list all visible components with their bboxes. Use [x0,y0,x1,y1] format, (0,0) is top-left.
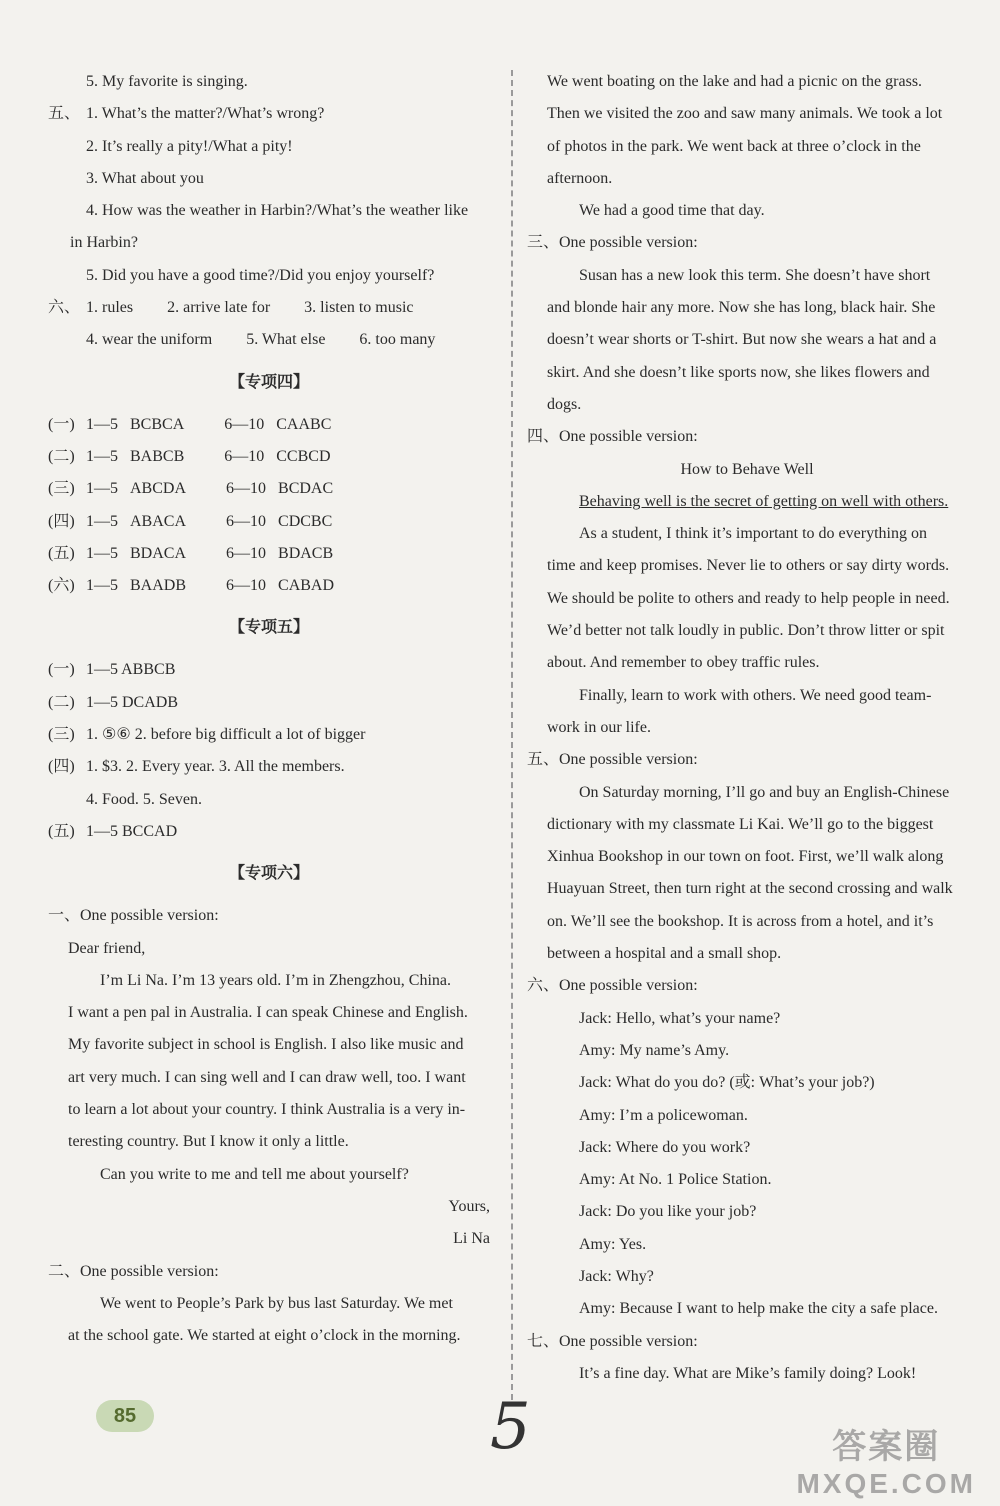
text-line: 4. How was the weather in Harbin?/What’s the weather like [86,202,469,220]
text-line: My favorite subject in school is English. I also like music and [68,1036,464,1054]
text-line: about. And remember to obey traffic rules. [547,654,820,672]
text-line: Can you write to me and tell me about yourself? [100,1165,409,1183]
answer-row: (二) 1—5 BABCB 6—10 CCBCD [48,447,331,465]
answer-row: (五) 1—5 BCCAD [48,822,178,840]
watermark-bottom: MXQE.COM [796,1468,976,1499]
answer-row: (一) 1—5 BCBCA 6—10 CAABC [48,415,332,433]
text-line: Xinhua Bookshop in our town on foot. First, we’ll walk along [547,848,944,866]
text-line: We had a good time that day. [579,202,765,220]
answer-row: (二) 1—5 DCADB [48,693,179,711]
text-line: I’m Li Na. I’m 13 years old. I’m in Zhengzhou, China. [100,971,452,989]
text-line: in Harbin? [70,234,138,252]
text-line: skirt. And she doesn’t like sports now, she likes flowers and [547,363,930,381]
dialogue-line: Amy: My name’s Amy. [579,1041,730,1059]
watermark-top: 答案圈 [832,1428,941,1466]
text-line: Li Na [453,1230,490,1248]
text-line: 六、 1. rules 2. arrive late for 3. listen to music [48,292,490,324]
text-line: art very much. I can sing well and I can draw well, too. I want [68,1068,466,1086]
text-line: 七、One possible version: [527,1332,698,1350]
dialogue-line: Jack: What do you do? (或: What’s your job?) [579,1074,875,1092]
text-line: Behaving well is the secret of getting on well with others. [579,492,949,510]
text-line: Then we visited the zoo and saw many animals. We took a lot [547,105,943,123]
answer-row: (六) 1—5 BAADB 6—10 CABAD [48,577,335,595]
section-heading: 【专项四】 [228,373,309,391]
section-marker: 六、 [48,299,81,317]
text-line: 二、One possible version: [48,1262,219,1280]
text-line: As a student, I think it’s important to do everything on [579,525,927,543]
dialogue-line: Jack: Why? [579,1267,654,1285]
text-line: Yours, [448,1197,490,1215]
text-line: Susan has a new look this term. She doesn’t have short [579,266,931,284]
text-line: on. We’ll see the bookshop. It is across from a hotel, and it’s [547,912,934,930]
text-line: 3. What about you [86,169,204,187]
dialogue-line: Amy: I’m a policewoman. [579,1106,748,1124]
text-line: Dear friend, [68,939,146,957]
text-line: We should be polite to others and ready to help people in need. [547,589,950,607]
text-line: Finally, learn to work with others. We need good team- [579,686,932,704]
text-line: On Saturday morning, I’ll go and buy an English-Chinese [579,783,950,801]
handwritten-mark: 5 [490,1390,531,1464]
answer-row: (三) 1—5 ABCDA 6—10 BCDAC [48,480,334,498]
text-line: We went to People’s Park by bus last Saturday. We met [100,1294,453,1312]
answer-row: (四) 1. $3. 2. Every year. 3. All the members. [48,758,345,776]
essay-title: How to Behave Well [680,460,814,478]
text-line: work in our life. [547,718,651,736]
answer-row: (一) 1—5 ABBCB [48,661,176,679]
text-line: Huayuan Street, then turn right at the second crossing and walk [547,880,953,898]
dialogue-line: Jack: Do you like your job? [579,1203,757,1221]
text-line: at the school gate. We started at eight o’clock in the morning. [68,1327,461,1345]
dialogue-line: Amy: Because I want to help make the city a safe place. [579,1300,938,1318]
text-line: dogs. [547,395,582,413]
text-line: of photos in the park. We went back at three o’clock in the [547,137,921,155]
answer-row: (四) 1—5 ABACA 6—10 CDCBC [48,512,333,530]
text-line: 5. Did you have a good time?/Did you enjoy yourself? [86,266,435,284]
text-line: 2. It’s really a pity!/What a pity! [86,137,293,155]
text-line: doesn’t wear shorts or T-shirt. But now she wears a hat and a [547,331,937,349]
text-line: I want a pen pal in Australia. I can speak Chinese and English. [68,1004,468,1022]
page-number: 85 [96,1400,154,1432]
left-column [48,66,490,1352]
answer-row: (三) 1. ⑤⑥ 2. before big difficult a lot of bigger [48,726,366,744]
text-line: afternoon. [547,169,613,187]
text-line: time and keep promises. Never lie to others or say dirty words. [547,557,950,575]
text-line: 六、One possible version: [527,977,698,995]
text-line: 四、One possible version: [527,428,698,446]
text-line: 五、One possible version: [527,751,698,769]
answer-row: (五) 1—5 BDACA 6—10 BDACB [48,544,334,562]
text-line: to learn a lot about your country. I think Australia is a very in- [68,1101,466,1119]
text-line: between a hospital and a small shop. [547,945,782,963]
text-line: 五、 1. What’s the matter?/What’s wrong? [48,98,490,130]
text-line: 4. wear the uniform 5. What else 6. too many [86,331,436,349]
section-heading: 【专项六】 [228,865,309,883]
text-line: 5. My favorite is singing. [86,73,248,90]
dialogue-line: Jack: Hello, what’s your name? [579,1009,781,1027]
text-line: We went boating on the lake and had a picnic on the grass. [547,73,923,90]
answer-row: 4. Food. 5. Seven. [86,790,202,808]
text-line: dictionary with my classmate Li Kai. We’ll go to the biggest [547,815,934,833]
text-line: We’d better not talk loudly in public. Don’t throw litter or spit [547,622,945,640]
text-line: 一、One possible version: [48,907,219,925]
text-line: and blonde hair any more. Now she has long, black hair. She [547,299,936,317]
dialogue-line: Amy: At No. 1 Police Station. [579,1171,772,1189]
section-marker: 五、 [48,105,81,123]
text-line: It’s a fine day. What are Mike’s family doing? Look! [579,1364,917,1382]
watermark-logo [796,1419,976,1500]
dialogue-line: Amy: Yes. [579,1235,647,1253]
text-line: teresting country. But I know it only a little. [68,1133,349,1151]
right-column [527,66,967,1390]
dialogue-line: Jack: Where do you work? [579,1138,751,1156]
column-divider [511,70,513,1400]
section-heading: 【专项五】 [228,619,309,637]
text-line: 三、One possible version: [527,234,698,252]
answer-list-4 [48,409,490,603]
